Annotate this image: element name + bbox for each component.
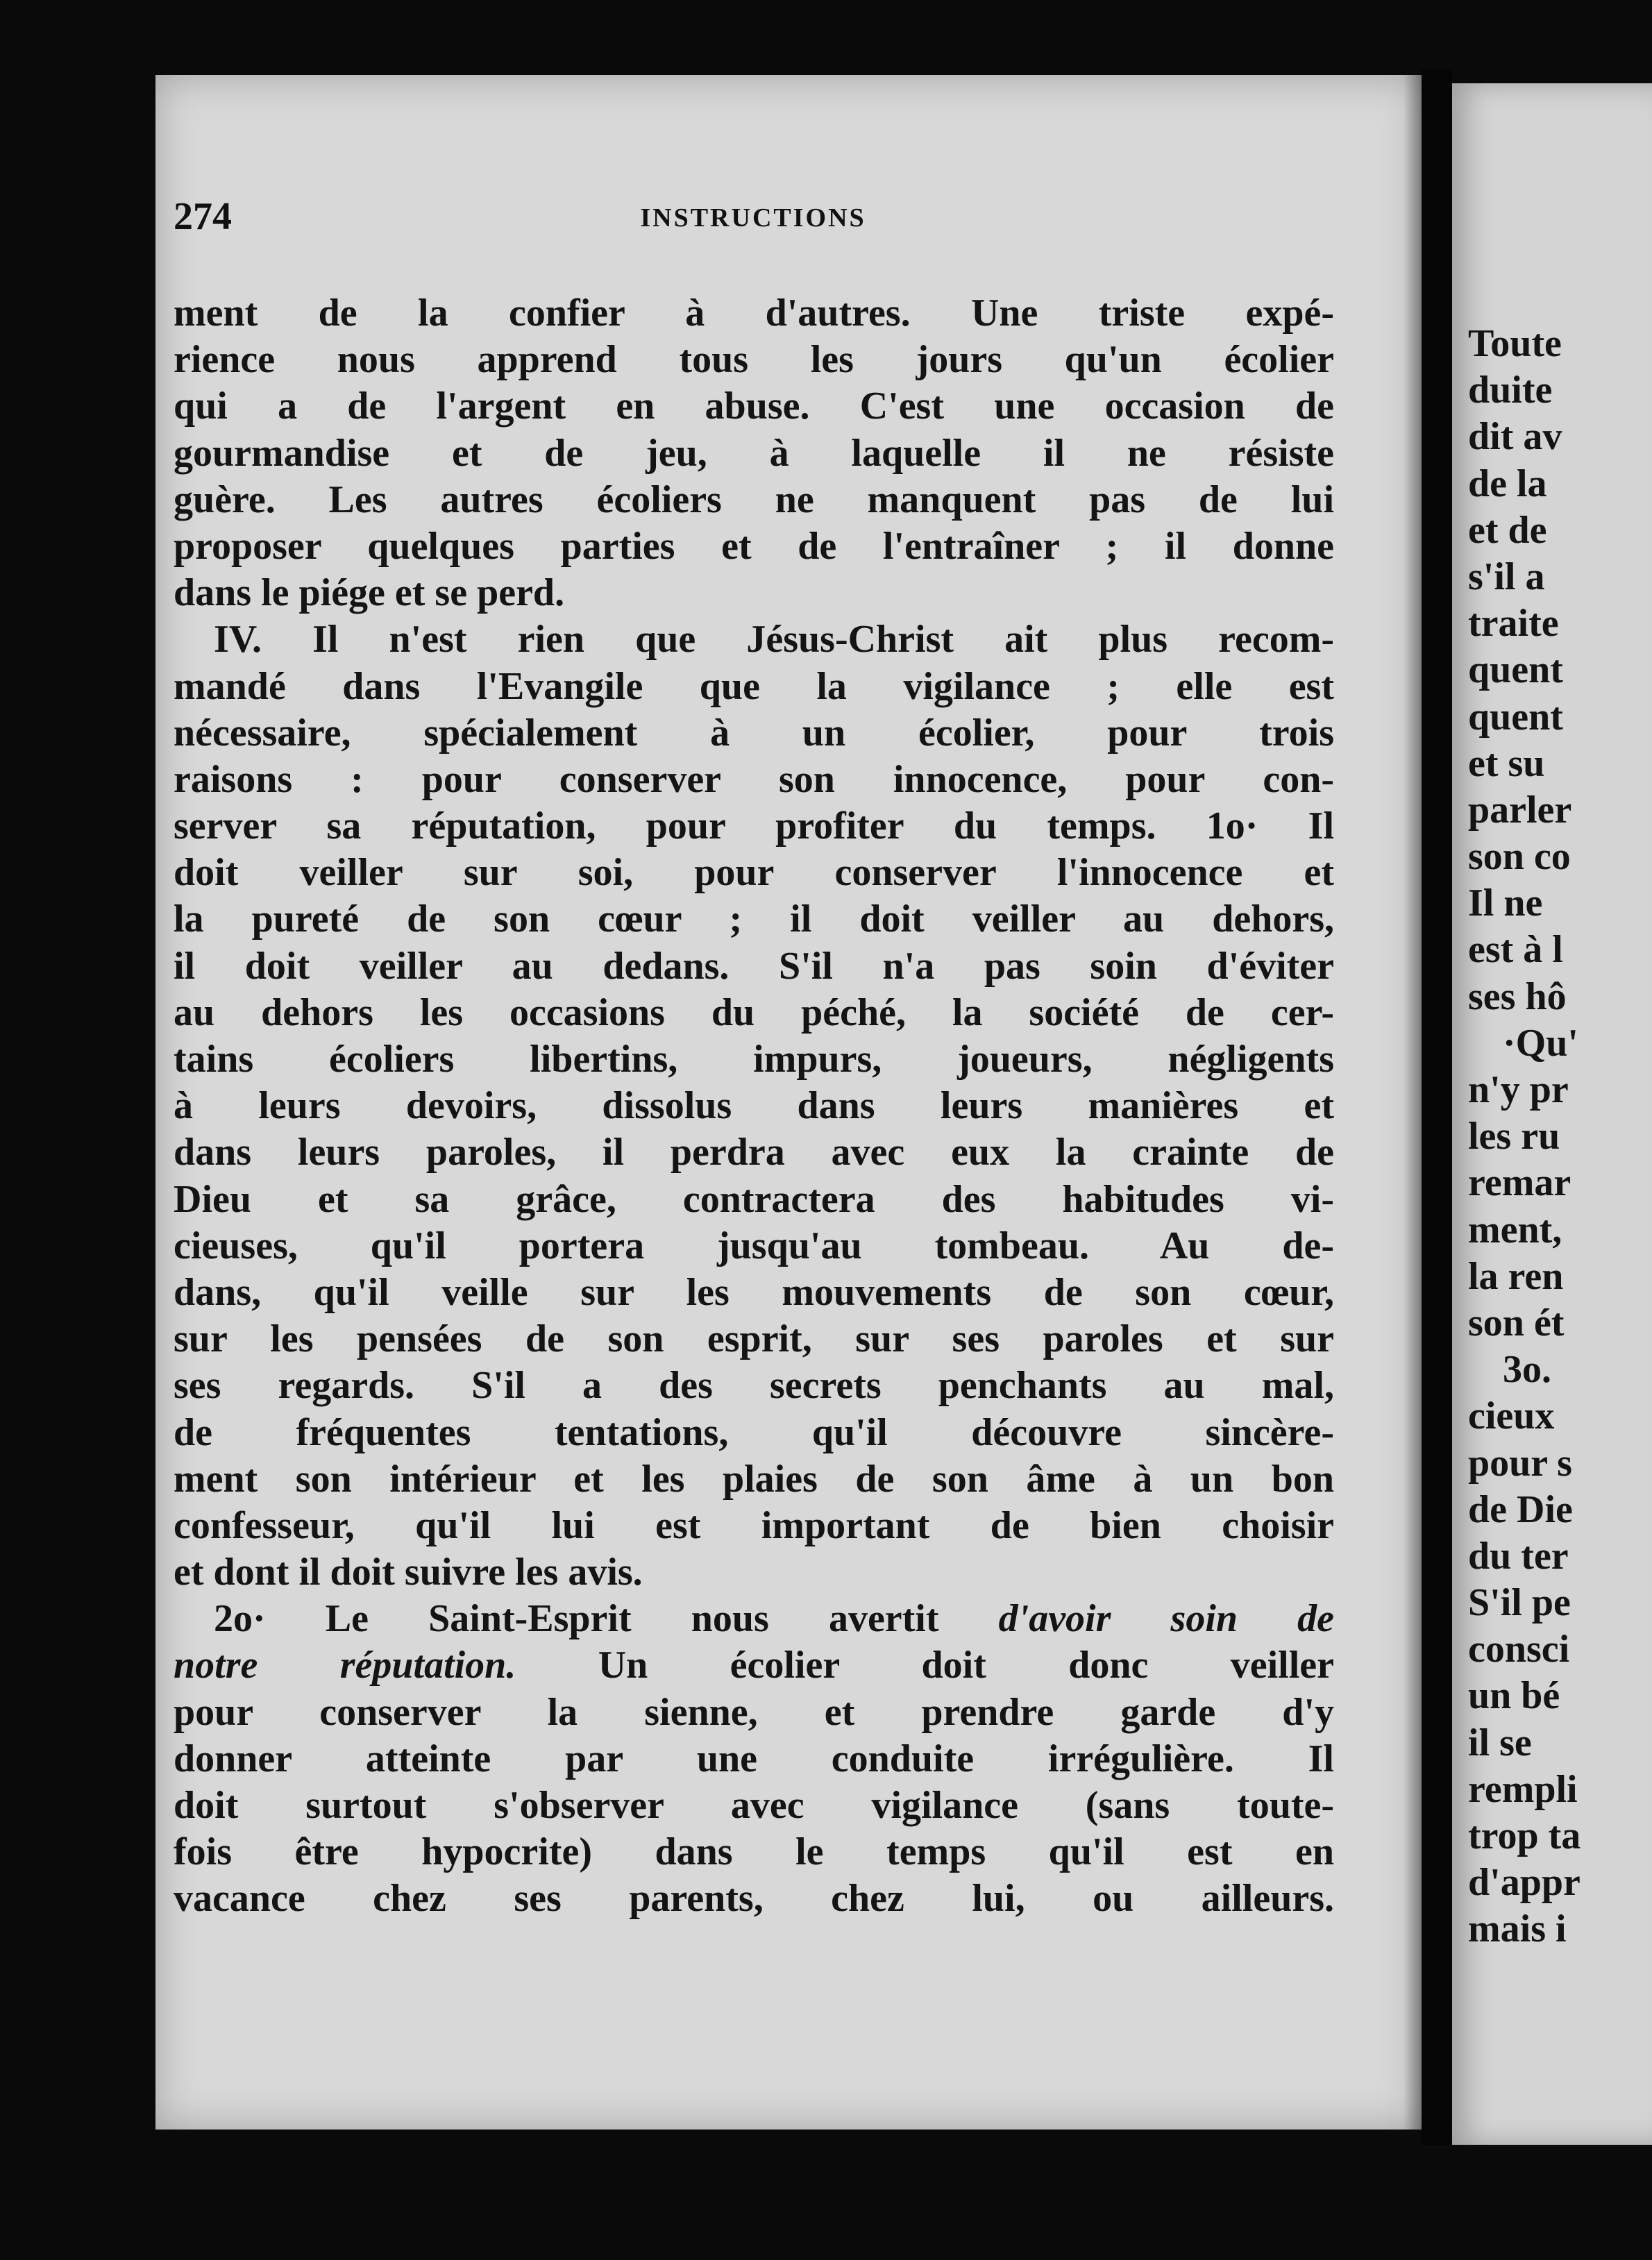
next-page-line: Toute [1468,322,1562,365]
next-page-line: traite [1468,602,1559,646]
next-page-line: cieux [1468,1394,1555,1438]
text-line: ment de la confier à d'autres. Une triste expé- [174,292,1334,335]
next-page-line: quent [1468,648,1563,692]
text-line-mixed [174,1596,1334,1642]
text-line: tains écoliers libertins, impurs, joueurs, négligents [174,1038,1334,1081]
text-line: confesseur, qu'il lui est important de bien choisir [174,1503,1334,1547]
next-page-line: remar [1468,1161,1571,1205]
next-page-line: consci [1468,1628,1570,1671]
next-page-line: et su [1468,741,1545,785]
text-run: 2o· Le Saint-Esprit nous avertit [214,1597,999,1641]
text-line-mixed [174,1642,1334,1689]
next-page-text-fragment [1468,321,1652,1953]
next-page-line: d'appr [1468,1861,1581,1905]
next-page-line: et de [1468,508,1547,552]
next-page-line: ment, [1468,1208,1562,1251]
text-line: fois être hypocrite) dans le temps qu'il est en [174,1830,1334,1874]
next-page-line: ·Qu' [1503,1021,1578,1065]
next-page-line: mais i [1468,1907,1567,1951]
text-line: doit veiller sur soi, pour conserver l'innocence et [174,851,1334,895]
text-line: sur les pensées de son esprit, sur ses paroles et sur [174,1317,1334,1361]
text-line: et dont il doit suivre les avis. [174,1551,643,1594]
text-line: donner atteinte par une conduite irrégulière. Il [174,1737,1334,1780]
text-line: de fréquentes tentations, qu'il découvre sincère- [174,1410,1334,1454]
text-line: dans, qu'il veille sur les mouvements de son cœur, [174,1270,1334,1314]
text-line: raisons : pour conserver son innocence, pour con- [174,757,1334,801]
italic-text-run: notre réputation. [174,1644,516,1687]
next-page-line: rempli [1468,1767,1578,1811]
next-page-line: la ren [1468,1254,1564,1298]
text-line: dans leurs paroles, il perdra avec eux la crainte de [174,1131,1334,1174]
next-page-line: pour s [1468,1441,1572,1485]
next-page-line: ses hô [1468,975,1567,1018]
next-page-line: quent [1468,695,1563,739]
text-line: guère. Les autres écoliers ne manquent pas de lui [174,478,1334,521]
text-line: cieuses, qu'il portera jusqu'au tombeau. Au de- [174,1224,1334,1267]
text-line: dans le piége et se perd. [174,571,565,615]
text-line: mandé dans l'Evangile que la vigilance ; elle est [174,664,1334,708]
text-line: ses regards. S'il a des secrets penchants au mal, [174,1364,1334,1408]
next-page-line: n'y pr [1468,1068,1569,1111]
text-line: à leurs devoirs, dissolus dans leurs manières et [174,1084,1334,1128]
italic-text-run: d'avoir soin de [998,1597,1334,1641]
next-page-line: 3o. [1503,1348,1551,1392]
text-line: nécessaire, spécialement à un écolier, pour trois [174,711,1334,754]
text-run: Un écolier doit donc veiller [516,1644,1334,1687]
text-line: gourmandise et de jeu, à laquelle il ne résiste [174,431,1334,475]
running-title: INSTRUCTIONS [640,203,866,233]
next-page-line: dit av [1468,415,1562,459]
main-body-text [174,290,1334,1923]
next-page-line: un bé [1468,1674,1560,1718]
text-line: au dehors les occasions du péché, la société de cer- [174,990,1334,1034]
text-line: qui a de l'argent en abuse. C'est une occasion de [174,385,1334,428]
text-line: server sa réputation, pour profiter du temps. 1o· Il [174,804,1334,848]
next-page-line: son ét [1468,1301,1565,1344]
text-line: doit surtout s'observer avec vigilance (sans toute- [174,1784,1334,1827]
text-line: la pureté de son cœur ; il doit veiller au dehors, [174,897,1334,941]
next-page-line: de Die [1468,1487,1573,1531]
next-page-line: son co [1468,835,1571,879]
next-page-line: les ru [1468,1115,1560,1158]
book-gutter [1422,69,1452,2145]
next-page-line: il se [1468,1721,1532,1764]
next-page-line: S'il pe [1468,1581,1571,1625]
next-page-line: duite [1468,369,1553,412]
next-page-line: trop ta [1468,1814,1581,1857]
text-line: il doit veiller au dedans. S'il n'a pas soin d'éviter [174,944,1334,988]
next-page-line: s'il a [1468,555,1545,598]
page-header [174,194,1333,250]
next-page-line: parler [1468,788,1572,832]
next-page-line: Il ne [1468,882,1543,925]
next-page-line: est à l [1468,928,1563,972]
page-number: 274 [174,195,232,238]
text-line: ment son intérieur et les plaies de son âme à un bon [174,1457,1334,1501]
text-line: vacance chez ses parents, chez lui, ou ailleurs. [174,1877,1334,1921]
text-line: rience nous apprend tous les jours qu'un écolier [174,338,1334,382]
text-line: proposer quelques parties et de l'entraîner ; il donne [174,524,1334,568]
next-page-line: de la [1468,462,1547,505]
text-line: pour conserver la sienne, et prendre garde d'y [174,1690,1334,1734]
next-page-line: du ter [1468,1534,1569,1578]
text-line: IV. Il n'est rien que Jésus-Christ ait plus recom- [214,618,1334,661]
text-line: Dieu et sa grâce, contractera des habitudes vi- [174,1177,1334,1221]
